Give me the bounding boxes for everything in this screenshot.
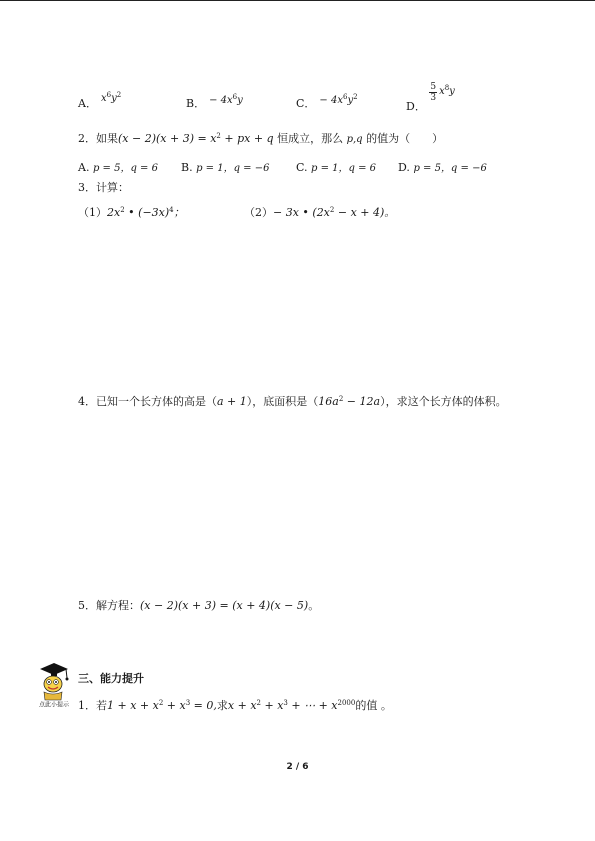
- q1-option-a-expr: $x^6y^2$: [100, 91, 122, 104]
- section-3-title: 三、能力提升: [78, 672, 144, 685]
- q1-option-c-expr: − $4x^6y^2$: [319, 93, 358, 106]
- page-number: 2 / 6: [286, 762, 309, 772]
- s3-q1-stem: 1．若$1 + x + x^2 + x^3 = 0$,求$x + x^2 + x^3$ + ⋯ + $x^{2000}$的值 。: [78, 699, 392, 712]
- q2-option-d: D. p = 5，q = −6: [398, 161, 487, 174]
- q1-option-d-fraction: $\frac{5}{3}$: [430, 82, 437, 103]
- mascot-doctor-icon: [34, 660, 74, 708]
- q2-option-b: B. p = 1，q = −6: [181, 161, 270, 174]
- q1-option-b-expr: − $4x^6y$: [209, 93, 243, 106]
- q3-part-1: $(1)2x^2$ • $(-3x)^4$；: [78, 206, 185, 219]
- q2-stem: 2．如果$(x - 2)(x + 3) = x^2$ + px + q 恒成立，那么 p,q 的值为（ ）: [78, 132, 444, 145]
- q5-equation: (x − 2)(x + 3) = (x + 4)(x − 5): [140, 599, 309, 612]
- q1-option-d: D． $\frac{5}{3}$ $x^8y$: [406, 82, 455, 113]
- q4-stem: 4．已知一个长方体的高是（a + 1），底面积是$(16a^2 - 12a)$，求这个长方体的体积。: [78, 395, 507, 408]
- top-rule: [0, 0, 595, 1]
- q1-option-a: A． $x^6y^2$: [78, 91, 122, 110]
- q5-stem: 5．解方程：(x − 2)(x + 3) = (x + 4)(x − 5)。: [78, 599, 320, 612]
- q3-heading: 3．计算：: [78, 181, 129, 194]
- q1-option-c: C． − $4x^6y^2$: [296, 93, 358, 110]
- q2-condition: $(x - 2)(x + 3) = x^2$ + px + q: [118, 132, 274, 145]
- q2-option-c: C. p = 1，q = 6: [296, 161, 377, 174]
- q2-option-a: A. p = 5，q = 6: [78, 161, 158, 174]
- q1-option-d-expr: $x^8y$: [439, 83, 455, 97]
- q1-option-b: B． − $4x^6y$: [186, 93, 243, 110]
- mascot-caption: 点此小提示: [38, 701, 70, 708]
- q3-part-2: （2）− 3x • $(2x^2 - x + 4)$。: [244, 206, 396, 219]
